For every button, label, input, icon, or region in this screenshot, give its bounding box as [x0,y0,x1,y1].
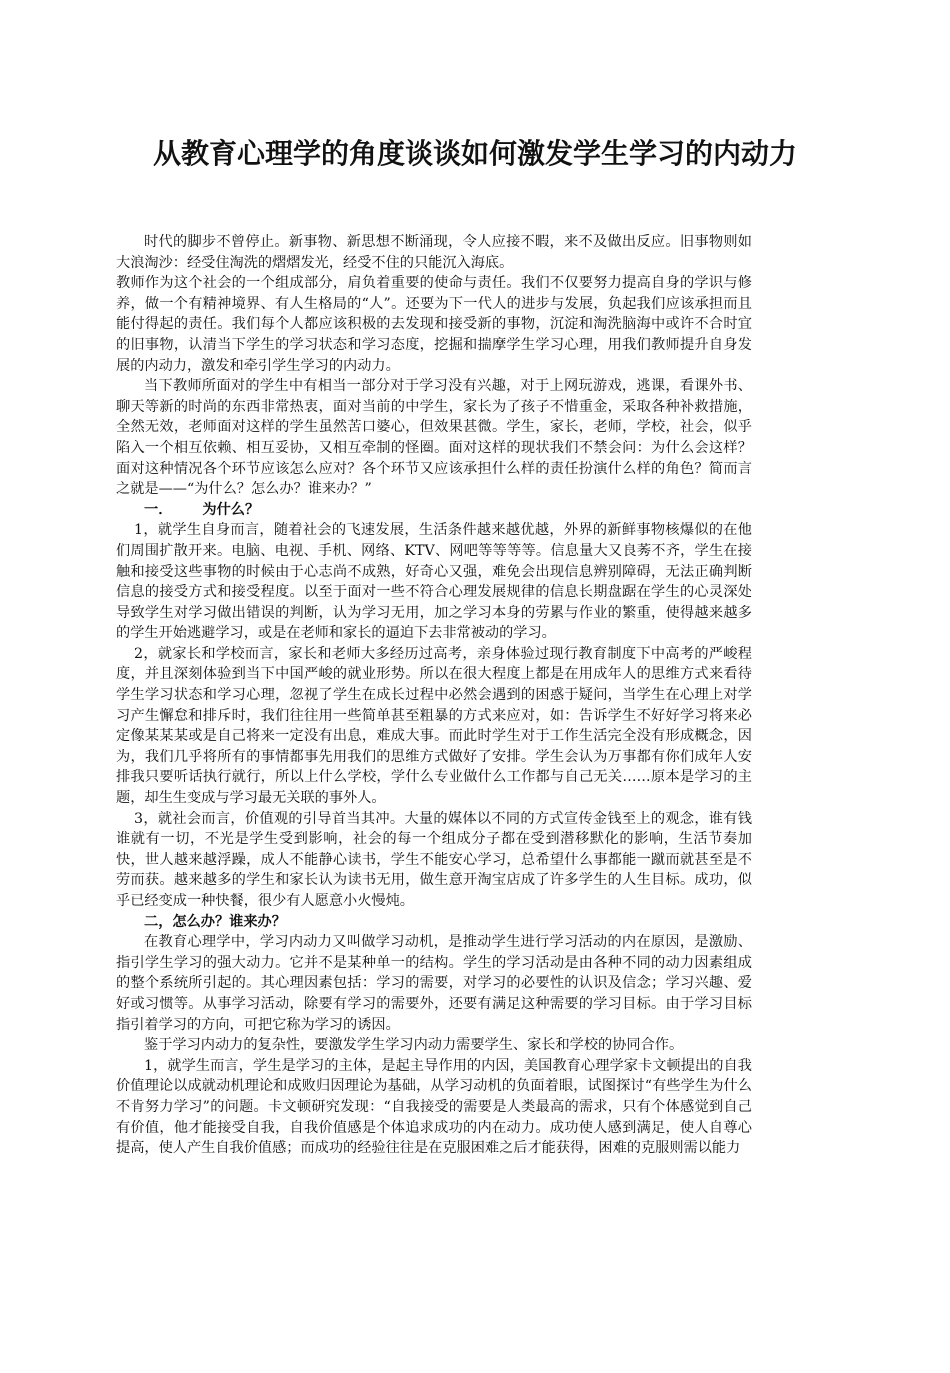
paragraph-how-student: 1，就学生而言，学生是学习的主体，是起主导作用的内因，美国教育心理学家卡文顿提出的自我价值理论以成就动机理论和成败归因理论为基础，从学习动机的负面着眼，试图探讨“有些学生为什么不肯努力学习”的问题。卡文顿研究发现：“自我接受的需要是人类最高的需求，只有个体感觉到自己有价值，他才能接受自我，自我价值感是个体追求成功的内在动力。成功使人感到满足，使人自尊心提高，使人产生自我价值感；而成功的经验往往是在克服困难之后才能获得，困难的克服则需以能力 [116,1057,752,1157]
document-title: 从教育心理学的角度谈谈如何激发学生学习的内动力 [152,137,797,170]
paragraph-why-parents-school: 2，就家长和学校而言，家长和老师大多经历过高考，亲身体验过现行教育制度下中高考的严峻程度，并且深刻体验到当下中国严峻的就业形势。所以在很大程度上都是在用成年人的思维方式来看待学生学习状态和学习心理，忽视了学生在成长过程中必然会遇到的困惑于疑问，当学生在心理上对学习产生懈怠和排斥时，我们往往用一些简单甚至粗暴的方式来应对，如：告诉学生不好好学习将来必定像某某某或是自己将来一定没有出息，难成大事。而此时学生对于工作生活完全没有形成概念，因为，我们几乎将所有的事情都事先用我们的思维方式做好了安排。学生会认为万事都有你们成年人安排我只要听话执行就行，所以上什么学校，学什么专业做什么工作都与自己无关……原本是学习的主题，却生生变成与学习最无关联的事外人。 [116,645,752,807]
paragraph-why-student: 1，就学生自身而言，随着社会的飞速发展，生活条件越来越优越，外界的新鲜事物核爆似的在他们周围扩散开来。电脑、电视、手机、网络、KTV、网吧等等等等。信息量大又良莠不齐，学生在接触和接受这些事物的时候由于心志尚不成熟，好奇心又强，难免会出现信息辨别障碍，无法正确判断信息的接受方式和接受程度。以至于面对一些不符合心理发展规律的信息长期盘踞在学生的心灵深处导致学生对学习做出错误的判断，认为学习无用，加之学习本身的劳累与作业的繁重，使得越来越多的学生开始逃避学习，或是在老师和家长的逼迫下去非常被动的学习。 [116,522,752,642]
paragraph-current-situation: 当下教师所面对的学生中有相当一部分对于学习没有兴趣，对于上网玩游戏，逃课，看课外书、聊天等新的时尚的东西非常热衷，面对当前的中学生，家长为了孩子不惜重金，采取各种补救措施，全然无效，老师面对这样的学生虽然苦口婆心，但效果甚微。学生，家长，老师，学校，社会，似乎陷入一个相互依赖、相互妥协，又相互牵制的怪圈。面对这样的现状我们不禁会问：为什么会这样？面对这种情况各个环节应该怎么应对？各个环节又应该承担什么样的责任扮演什么样的角色？简而言之就是——“为什么？怎么办？谁来办？” [116,378,752,498]
section-heading-why-text: 为什么？ [202,501,260,518]
paragraph-intro: 时代的脚步不曾停止。新事物、新思想不断涌现，令人应接不暇，来不及做出反应。旧事物则如大浪淘沙：经受住淘洗的熠熠发光，经受不住的只能沉入海底。 [116,234,752,271]
section-heading-why-number: 一． [144,501,173,518]
document-body [116,232,752,1159]
section-heading-how: 二，怎么办？谁来办？ [144,913,286,930]
paragraph-teacher-role: 教师作为这个社会的一个组成部分，肩负着重要的使命与责任。我们不仅要努力提高自身的学识与修养，做一个有精神境界、有人生格局的“人”。还要为下一代人的进步与发展，负起我们应该承担而且能付得起的责任。我们每个人都应该积极的去发现和接受新的事物，沉淀和淘洗脑海中或许不合时宜的旧事物，认清当下学生的学习状态和学习态度，挖掘和揣摩学生学习心理，用我们教师提升自身发展的内动力，激发和牵引学生学习的内动力。 [116,275,752,374]
paragraph-why-society: 3，就社会而言，价值观的引导首当其冲。大量的媒体以不同的方式宣传金钱至上的观念，谁有钱谁就有一切，不光是学生受到影响，社会的每一个组成分子都在受到潜移默化的影响，生活节奏加快，世人越来越浮躁，成人不能静心读书，学生不能安心学习，总希望什么事都能一蹴而就甚至是不劳而获。越来越多的学生和家长认为读书无用，做生意开淘宝店成了许多学生的人生目标。成功，似乎已经变成一种快餐，很少有人愿意小火慢炖。 [116,810,752,909]
section-heading-why [116,500,752,521]
paragraph-cooperation: 鉴于学习内动力的复杂性，要激发学生学习内动力需要学生、家长和学校的协同合作。 [144,1037,684,1054]
paragraph-learning-motivation: 在教育心理学中，学习内动力又叫做学习动机，是推动学生进行学习活动的内在原因，是激励、指引学生学习的强大动力。它并不是某种单一的结构。学生的学习活动是由各种不同的动力因素组成的整个系统所引起的。其心理因素包括：学习的需要，对学习的必要性的认识及信念；学习兴趣、爱好或习惯等。从事学习活动，除要有学习的需要外，还要有满足这种需要的学习目标。由于学习目标指引着学习的方向，可把它称为学习的诱因。 [116,934,752,1033]
